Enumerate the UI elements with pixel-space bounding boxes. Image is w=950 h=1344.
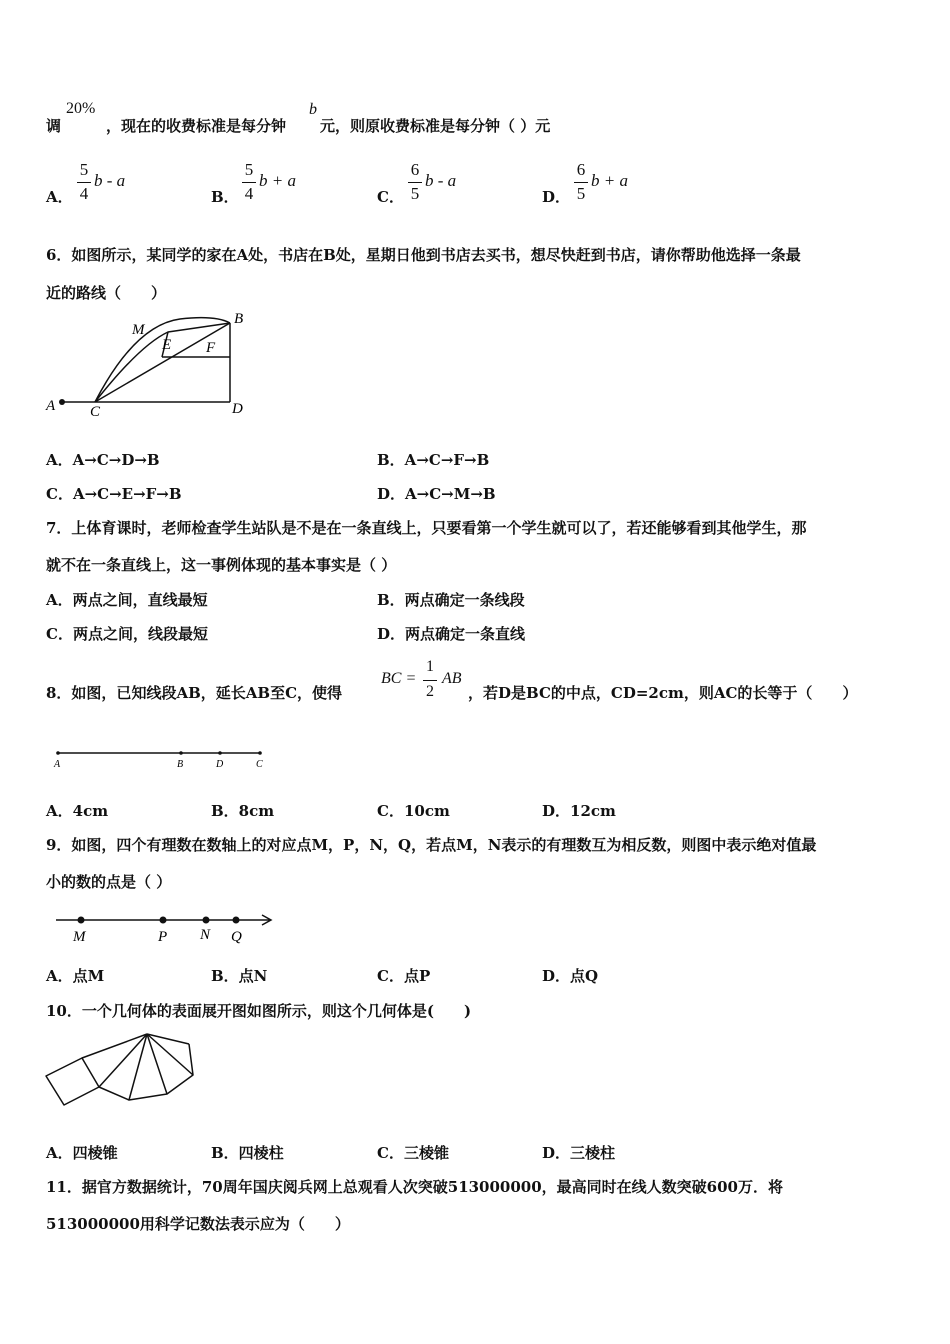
q7-stem-line2: 就不在一条直线上，这一事例体现的基本事实是（ ） (46, 556, 397, 574)
q9-option-a[interactable]: A．点M (46, 967, 105, 985)
q5-mid: ，现在的收费标准是每分钟 (106, 117, 287, 135)
q5-prefix: 调 (46, 117, 62, 135)
q9-option-c[interactable]: C．点P (377, 967, 431, 985)
q8-stem-prefix: 8．如图，已知线段AB，延长AB至C，使得 (46, 684, 343, 702)
q8-option-a[interactable]: A．4cm (46, 802, 109, 820)
q8-label-a: A (54, 759, 61, 770)
q6-route-figure (40, 305, 260, 420)
q9-label-m: M (73, 929, 86, 945)
q6-label-a: A (46, 398, 56, 414)
q8-segment-figure (50, 745, 270, 775)
q5-option-d-label: D． (542, 188, 571, 206)
q8-option-b[interactable]: B．8cm (211, 802, 275, 820)
q8-stem-suffix: ，若D是BC的中点，CD=2cm，则AC的长等于（ ） (468, 684, 858, 702)
q5-var-b: b (309, 101, 317, 118)
q6-label-c: C (90, 404, 101, 420)
q9-number-line (50, 908, 280, 948)
q10-net-figure (40, 1028, 200, 1113)
q5-option-b-label: B． (211, 188, 239, 206)
q6-label-d: D (232, 401, 243, 417)
q7-option-c[interactable]: C．两点之间，线段最短 (46, 625, 208, 643)
q10-stem: 10．一个几何体的表面展开图如图所示，则这个几何体是( ) (46, 1002, 472, 1020)
q7-option-b[interactable]: B．两点确定一条线段 (377, 591, 525, 609)
q10-option-a[interactable]: A．四棱锥 (46, 1144, 118, 1162)
q5-option-a-label: A． (46, 188, 73, 206)
q8-label-b: B (177, 759, 184, 770)
q6-option-a[interactable]: A．A→C→D→B (46, 451, 160, 469)
q6-option-d[interactable]: D．A→C→M→B (377, 485, 496, 503)
q11-stem-line2: 513000000用科学记数法表示应为（ ） (46, 1215, 350, 1233)
q10-option-b[interactable]: B．四棱柱 (211, 1144, 284, 1162)
q9-label-q: Q (231, 929, 242, 945)
q7-option-a[interactable]: A．两点之间，直线最短 (46, 591, 208, 609)
q5-percent: 20% (66, 100, 96, 117)
q6-label-m: M (132, 322, 145, 338)
q7-stem-line1: 7．上体育课时，老师检查学生站队是不是在一条直线上，只要看第一个学生就可以了，若还能够看到其他学生，那 (46, 519, 807, 537)
q6-label-f: F (206, 340, 216, 356)
q8-label-c: C (256, 759, 263, 770)
q6-option-b[interactable]: B．A→C→F→B (377, 451, 490, 469)
q10-option-d[interactable]: D．三棱柱 (542, 1144, 616, 1162)
q8-option-c[interactable]: C．10cm (377, 802, 450, 820)
q9-option-b[interactable]: B．点N (211, 967, 268, 985)
q8-option-d[interactable]: D．12cm (542, 802, 616, 820)
q9-stem-line1: 9．如图，四个有理数在数轴上的对应点M，P，N，Q，若点M，N表示的有理数互为相反数，则图中表示绝对值最 (46, 836, 817, 854)
q9-option-d[interactable]: D．点Q (542, 967, 599, 985)
q9-label-n: N (200, 927, 211, 943)
q5-suffix: 元，则原收费标准是每分钟（ ）元 (320, 117, 551, 135)
q7-option-d[interactable]: D．两点确定一条直线 (377, 625, 526, 643)
q6-option-c[interactable]: C．A→C→E→F→B (46, 485, 182, 503)
q8-label-d: D (216, 759, 224, 770)
q11-stem-line1: 11．据官方数据统计，70周年国庆阅兵网上总观看人次突破513000000，最高同时在线人数突破600万．将 (46, 1178, 783, 1196)
q6-stem-line1: 6．如图所示，某同学的家在A处，书店在B处，星期日他到书店去买书，想尽快赶到书店，请你帮助他选择一条最 (46, 246, 801, 264)
q6-stem-line2: 近的路线（ ） (46, 284, 167, 302)
q5-option-c-label: C． (377, 188, 404, 206)
q9-stem-line2: 小的数的点是（ ） (46, 873, 172, 891)
q10-option-c[interactable]: C．三棱锥 (377, 1144, 449, 1162)
q6-label-b: B (234, 311, 244, 327)
q6-label-e: E (162, 337, 172, 353)
q9-label-p: P (158, 929, 168, 945)
